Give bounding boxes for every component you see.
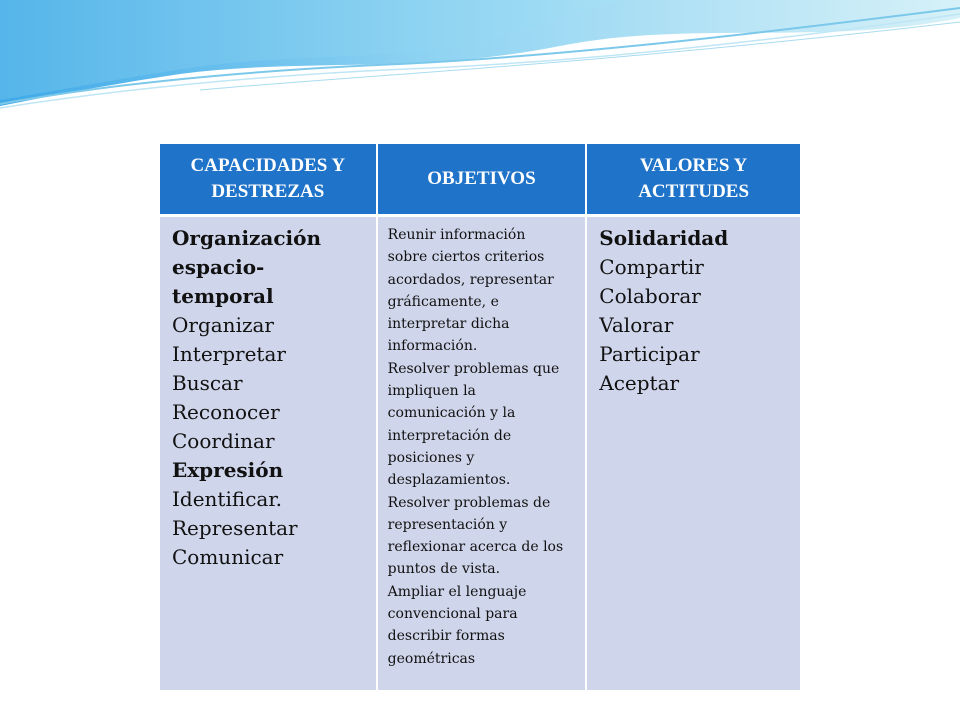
valor-item: Participar (599, 342, 700, 366)
header-capacidades: CAPACIDADES Y DESTREZAS (160, 144, 377, 216)
objetivo-line: geométricas (387, 650, 476, 667)
objetivo-line: Reunir información (387, 227, 526, 243)
capacidades-list (161, 218, 375, 572)
objetivo-line: representación y (387, 516, 508, 533)
header-objetivos: OBJETIVOS (377, 144, 587, 216)
objetivo-line: sobre ciertos criterios (387, 249, 545, 266)
objetivo-line: acordados, representar (387, 271, 554, 288)
valor-item: Compartir (599, 255, 704, 279)
capacidad-item: Organizar (172, 313, 274, 337)
capacidad-item: Comunicar (172, 545, 284, 569)
table-header-row (160, 144, 800, 216)
capacidad-item: Expresión (172, 458, 284, 482)
objetivo-line: describir formas (387, 628, 505, 645)
capacidad-item: Organización (172, 226, 322, 250)
objetivo-line: reflexionar acerca de los (387, 539, 564, 556)
valor-item: Aceptar (599, 371, 680, 395)
valor-item: Colaborar (599, 284, 701, 308)
table-row (160, 216, 800, 691)
objetivo-line: desplazamientos. (387, 472, 511, 489)
capacidad-item: Reconocer (172, 400, 280, 424)
objetivo-line: posiciones y (387, 449, 475, 466)
objetivo-line: interpretar dicha (387, 316, 510, 333)
decorative-wave-header (0, 0, 960, 120)
capacidad-item: Interpretar (172, 342, 286, 366)
objetivo-line: puntos de vista. (387, 561, 501, 578)
valor-item: Valorar (599, 313, 674, 337)
objetivo-line: interpretación de (387, 427, 512, 444)
header-valores: VALORES Y ACTITUDES (586, 144, 800, 216)
valores-list (588, 218, 799, 398)
objetivo-line: comunicación y la (387, 405, 516, 422)
objetivo-line: Resolver problemas de (387, 494, 551, 511)
capacidad-item: Identificar. (172, 487, 283, 511)
objetivos-text (379, 218, 585, 670)
content-table (160, 144, 800, 690)
capacidad-item: Buscar (172, 371, 243, 395)
cell-objetivos (377, 216, 587, 691)
valor-item: Solidaridad (599, 226, 729, 250)
capacidad-item: temporal (172, 284, 274, 308)
cell-capacidades (160, 216, 377, 691)
objetivo-line: convencional para (387, 606, 518, 623)
cell-valores (586, 216, 800, 691)
capacidad-item: Representar (172, 516, 298, 540)
objetivo-line: información. (387, 338, 478, 355)
objetivo-line: Ampliar el lenguaje (387, 583, 527, 600)
capacidad-item: Coordinar (172, 429, 275, 453)
capacidad-item: espacio- (172, 255, 265, 279)
objetivo-line: Resolver problemas que (387, 360, 560, 377)
objetivo-line: impliquen la (387, 383, 476, 400)
objetivo-line: gráficamente, e (387, 293, 499, 310)
